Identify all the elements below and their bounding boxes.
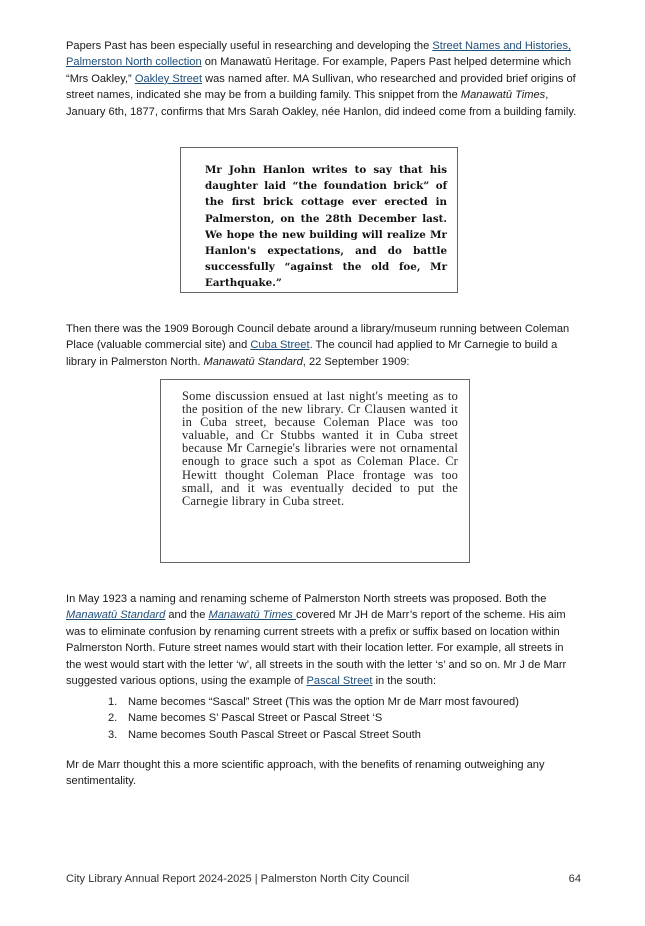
clipping-text: Mr John Hanlon writes to say that his daughter laid “the foundation brick” of the first brick cottage ever erected in Palmerston, on the 28th December last. We hope the new building will realize Mr Hanlon's expectations, and do battle successfully “against the old foe, Mr Earthquake.” (205, 164, 447, 290)
text: In May 1923 a naming and renaming scheme of Palmerston North streets was proposed. Both the (66, 593, 547, 605)
text: in the south: (372, 675, 437, 688)
list-number: 1. (108, 696, 118, 708)
link-manawatu-standard[interactable] (66, 609, 165, 621)
text: , 22 September 1909: (302, 355, 410, 368)
text: was named after. MA Sullivan, who researched and provided brief origins of street names, indicated she may be from a building family. This snippet from the (66, 72, 576, 102)
list-text: Name becomes “Sascal” Street (This was the option Mr de Marr most favoured) (128, 696, 519, 708)
page-number: 64 (568, 873, 581, 885)
link-oakley-street[interactable]: Oakley Street (134, 72, 203, 85)
text: and the (165, 609, 209, 622)
newspaper-clipping-library-debate (160, 379, 470, 563)
list-item (66, 710, 582, 726)
paragraph-1923-renaming (66, 591, 582, 689)
footer-title: City Library Annual Report 2024-2025 | Palmerston North City Council (66, 873, 410, 885)
paragraph-1909-debate (66, 321, 582, 370)
newspaper-clipping-hanlon (180, 147, 458, 293)
link-manawatu-times[interactable] (208, 609, 295, 621)
paragraph-conclusion (66, 757, 582, 790)
page-footer (66, 873, 581, 885)
clipping-text: Some discussion ensued at last night's meeting as to the position of the new library. Cr Clausen wanted it in Cuba street, because Coleman Place was too valuable, and Cr Stubbs wanted it in Cuba street because Mr Carnegie's libraries were not ornamental enough to grace such a spot as Coleman Place. Cr Hewitt thought Coleman Place frontage was too small, and it was eventually decided to put the Carnegie library in Cuba street. (182, 389, 458, 508)
text: Mr de Marr thought this a more scientific approach, with the benefits of renaming outweighing any sentimentality. (66, 759, 545, 788)
list-number: 3. (108, 728, 118, 741)
text: covered Mr JH de Marr’s report of the scheme. His aim was to eliminate confusion by renaming current streets with a prefix or suffix based on location within Palmerston North. Future street names would start with their location letter. For example, all streets in the west would start with the letter ‘w’, all streets in the south with the letter ‘s’ and so on. Mr J de Marr suggested various options, using the example of (66, 609, 567, 688)
paragraph-papers-past (66, 38, 582, 120)
link-pascal-street[interactable]: Pascal Street (306, 675, 373, 688)
link-street-names-collection[interactable]: Street Names and Histories, Palmerston North collection (66, 40, 572, 69)
text: Then there was the 1909 Borough Council debate around a library/museum running between Coleman Place (valuable commercial site) and (66, 323, 570, 352)
link-text: Manawatū Standard (66, 609, 166, 622)
link-text: Manawatū Times (208, 609, 296, 622)
list-item (66, 727, 582, 743)
renaming-options-list (66, 694, 582, 743)
list-text: Name becomes S’ Pascal Street or Pascal Street ‘S (128, 712, 383, 725)
text: . The council had applied to Mr Carnegie to build a library in Palmerston North. (66, 339, 558, 368)
text: , January 6th, 1877, confirms that Mrs Sarah Oakley, née Hanlon, did indeed come from a building family. (66, 89, 577, 118)
publication-title: Manawatū Times (460, 89, 546, 102)
publication-title: Manawatū Standard (203, 355, 303, 368)
link-cuba-street[interactable]: Cuba Street (250, 339, 310, 352)
list-number: 2. (108, 712, 118, 725)
text: Papers Past has been especially useful in researching and developing the (66, 40, 433, 52)
list-text: Name becomes South Pascal Street or Pascal Street South (128, 728, 421, 741)
list-item (66, 694, 582, 710)
text: on Manawatū Heritage. For example, Papers Past helped determine which “Mrs Oakley,” (66, 56, 572, 85)
